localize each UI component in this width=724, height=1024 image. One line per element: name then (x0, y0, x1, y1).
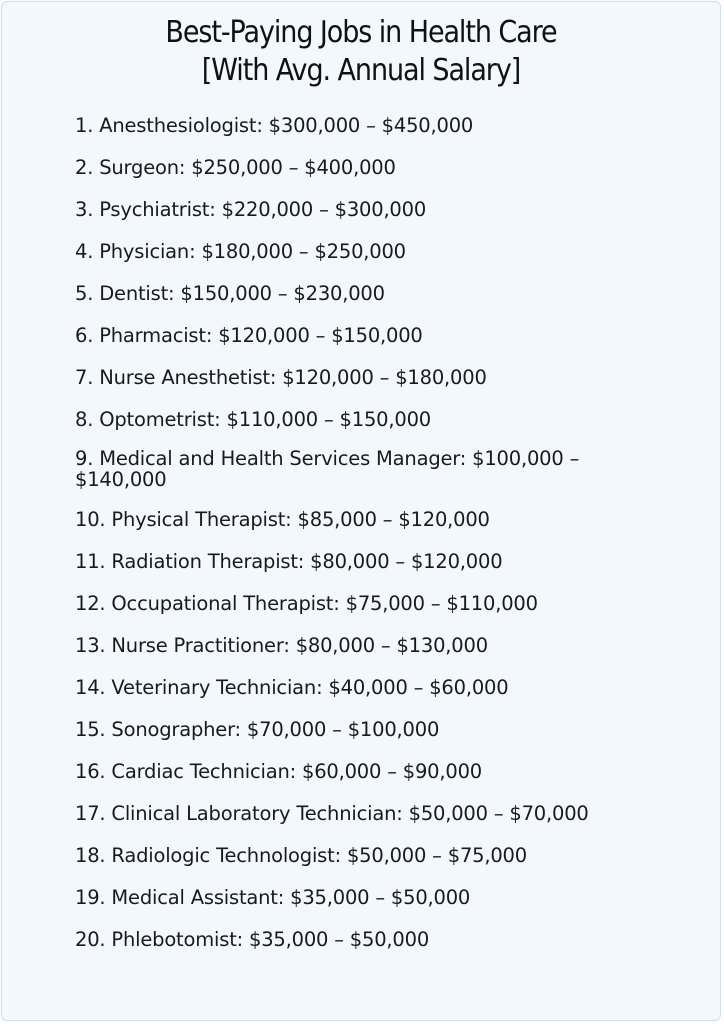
list-item: 1. Anesthesiologist: $300,000 – $450,000 (75, 114, 474, 137)
list-item: 5. Dentist: $150,000 – $230,000 (75, 282, 385, 305)
list-item: 2. Surgeon: $250,000 – $400,000 (75, 156, 396, 179)
list-item: 15. Sonographer: $70,000 – $100,000 (75, 718, 440, 741)
list-item: 18. Radiologic Technologist: $50,000 – $75,000 (75, 844, 527, 867)
list-item: 12. Occupational Therapist: $75,000 – $110,000 (75, 592, 538, 615)
list-item: 14. Veterinary Technician: $40,000 – $60,000 (75, 676, 509, 699)
list-item: 16. Cardiac Technician: $60,000 – $90,000 (75, 760, 483, 783)
list-item: 13. Nurse Practitioner: $80,000 – $130,000 (75, 634, 488, 657)
list-item: 19. Medical Assistant: $35,000 – $50,000 (75, 886, 471, 909)
title-line-1: Best-Paying Jobs in Health Care (165, 15, 557, 50)
page-title (38, 14, 684, 90)
list-item: 10. Physical Therapist: $85,000 – $120,000 (75, 508, 490, 531)
list-item: 20. Phlebotomist: $35,000 – $50,000 (75, 928, 430, 951)
list-item: 9. Medical and Health Services Manager: $100,000 – $140,000 (75, 447, 580, 491)
list-item: 6. Pharmacist: $120,000 – $150,000 (75, 324, 423, 347)
list-item: 11. Radiation Therapist: $80,000 – $120,000 (75, 550, 503, 573)
list-item: 17. Clinical Laboratory Technician: $50,000 – $70,000 (75, 802, 589, 825)
list-item: 3. Psychiatrist: $220,000 – $300,000 (75, 198, 427, 221)
title-line-2: [With Avg. Annual Salary] (201, 53, 521, 88)
list-item: 4. Physician: $180,000 – $250,000 (75, 240, 406, 263)
list-item: 8. Optometrist: $110,000 – $150,000 (75, 408, 431, 431)
list-item: 7. Nurse Anesthetist: $120,000 – $180,000 (75, 366, 487, 389)
salary-list-card (1, 1, 721, 1021)
jobs-list (75, 112, 700, 968)
